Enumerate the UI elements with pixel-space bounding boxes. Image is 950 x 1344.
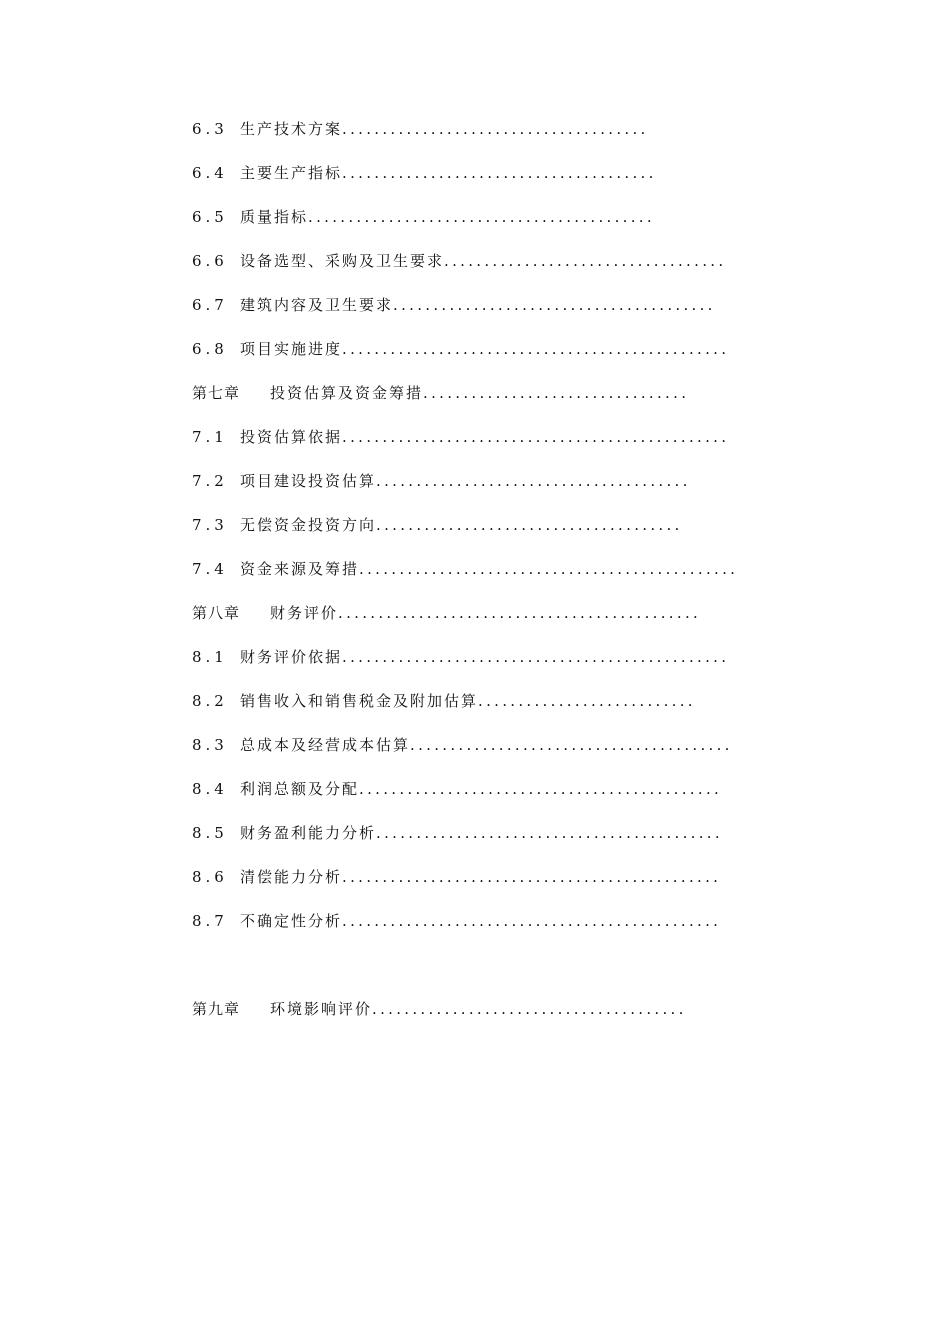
toc-number: 8.1 [192, 648, 228, 666]
toc-entry-8-6[interactable] [192, 866, 782, 910]
toc-title: 无偿资金投资方向 [240, 516, 377, 534]
toc-leader-dots: ............................................. [338, 604, 702, 622]
toc-number: 8.5 [192, 824, 228, 842]
toc-entry-6-3[interactable] [192, 118, 782, 162]
toc-title: 投资估算依据 [240, 428, 343, 446]
toc-chapter-title: 财务评价 [270, 604, 339, 622]
toc-leader-dots: ........................................ [393, 296, 716, 314]
toc-leader-dots: ................................................ [342, 428, 730, 446]
toc-title: 建筑内容及卫生要求 [240, 296, 394, 314]
toc-number: 8.3 [192, 736, 228, 754]
toc-chapter-title: 投资估算及资金筹措 [270, 384, 424, 402]
toc-leader-dots: ............................................. [359, 780, 723, 798]
toc-title: 主要生产指标 [240, 164, 343, 182]
toc-leader-dots: ........................................... [308, 208, 655, 226]
toc-title: 财务盈利能力分析 [240, 824, 377, 842]
toc-number: 6.7 [192, 296, 228, 314]
toc-title: 质量指标 [240, 208, 309, 226]
toc-leader-dots: ................................... [444, 252, 727, 270]
toc-entry-8-5[interactable] [192, 822, 782, 866]
toc-number: 8.6 [192, 868, 228, 886]
toc-leader-dots: ............................................... [342, 868, 722, 886]
toc-chapter-number: 第七章 [192, 384, 241, 402]
toc-entry-6-8[interactable] [192, 338, 782, 382]
toc-entry-6-4[interactable] [192, 162, 782, 206]
toc-number: 7.1 [192, 428, 228, 446]
toc-chapter-7[interactable] [192, 382, 782, 426]
toc-title: 资金来源及筹措 [240, 560, 360, 578]
toc-number: 6.6 [192, 252, 228, 270]
toc-number: 6.4 [192, 164, 228, 182]
toc-title: 财务评价依据 [240, 648, 343, 666]
toc-chapter-8[interactable] [192, 602, 782, 646]
toc-number: 8.7 [192, 912, 228, 930]
toc-leader-dots: ...................................... [376, 516, 683, 534]
toc-entry-8-1[interactable] [192, 646, 782, 690]
toc-title: 销售收入和销售税金及附加估算 [240, 692, 479, 710]
toc-entry-7-1[interactable] [192, 426, 782, 470]
toc-entry-8-7[interactable] [192, 910, 782, 954]
toc-leader-dots: ............................................... [359, 560, 739, 578]
toc-number: 8.2 [192, 692, 228, 710]
toc-entry-8-3[interactable] [192, 734, 782, 778]
toc-title: 不确定性分析 [240, 912, 343, 930]
toc-chapter-number: 第九章 [192, 1000, 241, 1018]
toc-leader-dots: ........................... [478, 692, 696, 710]
toc-entry-7-4[interactable] [192, 558, 782, 602]
toc-title: 利润总额及分配 [240, 780, 360, 798]
toc-entry-7-2[interactable] [192, 470, 782, 514]
toc-title: 设备选型、采购及卫生要求 [240, 252, 445, 270]
toc-leader-dots: ................................................ [342, 340, 730, 358]
toc-chapter-title: 环境影响评价 [270, 1000, 373, 1018]
toc-leader-dots: ...................................... [342, 120, 649, 138]
toc-number: 7.3 [192, 516, 228, 534]
toc-entry-7-3[interactable] [192, 514, 782, 558]
toc-entry-8-4[interactable] [192, 778, 782, 822]
toc-number: 6.8 [192, 340, 228, 358]
toc-number: 7.4 [192, 560, 228, 578]
toc-chapter-9[interactable] [192, 998, 782, 1042]
toc-title: 清偿能力分析 [240, 868, 343, 886]
toc-leader-dots: ....................................... [372, 1000, 687, 1018]
table-of-contents [192, 118, 782, 1042]
toc-leader-dots: ....................................... [342, 164, 657, 182]
toc-leader-dots: ............................................... [342, 912, 722, 930]
toc-entry-8-2[interactable] [192, 690, 782, 734]
toc-title: 项目建设投资估算 [240, 472, 377, 490]
toc-leader-dots: ........................................... [376, 824, 723, 842]
spacer [192, 954, 782, 998]
toc-leader-dots: ........................................ [410, 736, 733, 754]
toc-leader-dots: ................................................ [342, 648, 730, 666]
toc-title: 生产技术方案 [240, 120, 343, 138]
toc-number: 7.2 [192, 472, 228, 490]
toc-number: 8.4 [192, 780, 228, 798]
toc-entry-6-5[interactable] [192, 206, 782, 250]
toc-leader-dots: ................................. [423, 384, 690, 402]
toc-leader-dots: ....................................... [376, 472, 691, 490]
toc-entry-6-7[interactable] [192, 294, 782, 338]
toc-number: 6.5 [192, 208, 228, 226]
toc-entry-6-6[interactable] [192, 250, 782, 294]
toc-chapter-number: 第八章 [192, 604, 241, 622]
toc-title: 总成本及经营成本估算 [240, 736, 411, 754]
toc-title: 项目实施进度 [240, 340, 343, 358]
toc-number: 6.3 [192, 120, 228, 138]
